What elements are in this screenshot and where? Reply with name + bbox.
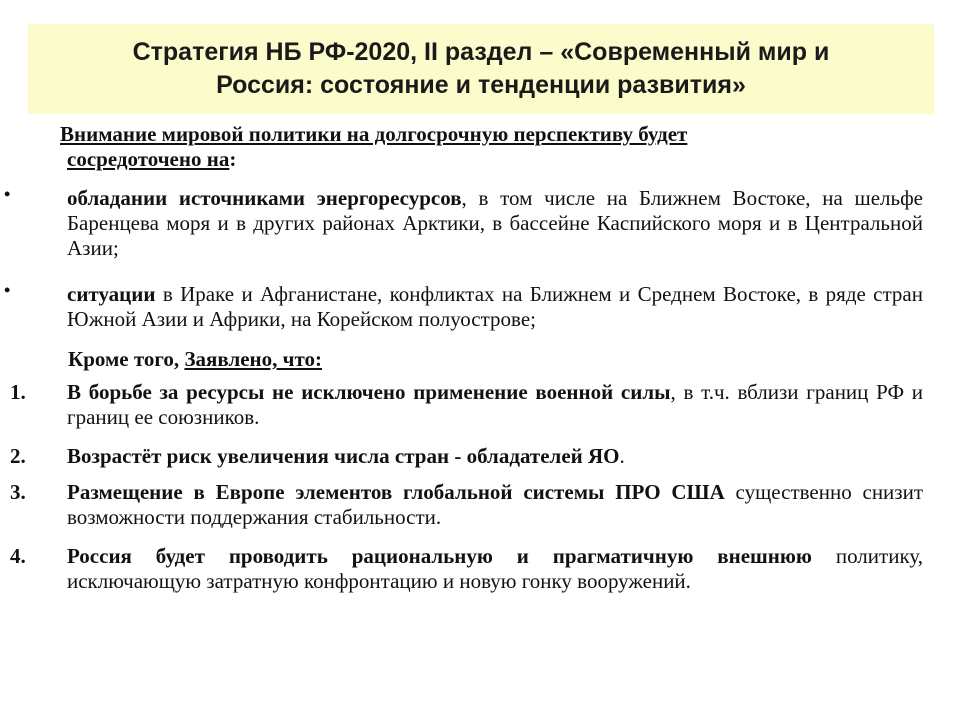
also-prefix: Кроме того, bbox=[68, 347, 185, 371]
numbered-item-2-text: . bbox=[619, 444, 625, 468]
intro-paragraph bbox=[60, 122, 930, 172]
bullet-item-situation-bold: ситуации bbox=[67, 282, 156, 306]
numbered-marker-1: 1. bbox=[10, 380, 26, 404]
bullet-marker-2: • bbox=[4, 280, 11, 300]
numbered-item-3-text: существенно снизит возможности поддержания стабильности. bbox=[67, 480, 924, 529]
bullet-item-situation-text: в Ираке и Афганистане, конфликтах на Ближнем и Среднем Востоке, в ряде стран Южной Азии и Африки, на Корейском полуострове; bbox=[67, 282, 923, 331]
intro-colon: : bbox=[229, 147, 237, 171]
numbered-item-4 bbox=[67, 544, 923, 594]
numbered-item-1-bold: В борьбе за ресурсы не исключено применение военной силы bbox=[67, 380, 671, 404]
numbered-item-3 bbox=[67, 480, 923, 530]
bullet-item-energy-bold: обладании источниками энергоресурсов bbox=[67, 186, 462, 210]
bullet-item-energy bbox=[67, 186, 923, 261]
numbered-marker-3: 3. bbox=[10, 480, 26, 504]
numbered-item-2 bbox=[67, 444, 923, 469]
numbered-item-1 bbox=[67, 380, 923, 430]
bullet-marker-1: • bbox=[4, 184, 11, 204]
also-declared-line bbox=[68, 347, 938, 372]
numbered-item-2-bold: Возрастёт риск увеличения числа стран - обладателей ЯО bbox=[67, 444, 620, 468]
bullet-item-situation bbox=[67, 282, 923, 332]
intro-line-2-text: сосредоточено на bbox=[67, 147, 230, 171]
numbered-item-1-text: , в т.ч. вблизи границ РФ и границ ее союзников. bbox=[67, 380, 923, 429]
numbered-marker-2: 2. bbox=[10, 444, 26, 468]
bullet-item-energy-text: , в том числе на Ближнем Востоке, на шельфе Баренцева моря и в других районах Арктики, в бассейне Каспийского моря и в Центральной Азии; bbox=[67, 186, 923, 260]
slide-title-line-1: Стратегия НБ РФ-2020, II раздел – «Современный мир и bbox=[132, 38, 830, 66]
intro-line-2 bbox=[60, 147, 930, 172]
title-banner bbox=[28, 24, 934, 114]
also-underlined: Заявлено, что: bbox=[184, 347, 323, 371]
slide-title-line-2: Россия: состояние и тенденции развития» bbox=[216, 71, 746, 99]
numbered-marker-4: 4. bbox=[10, 544, 26, 568]
numbered-item-4-text: политику, исключающую затратную конфронтацию и новую гонку вооружений. bbox=[67, 544, 923, 593]
numbered-item-3-bold: Размещение в Европе элементов глобальной системы ПРО США bbox=[67, 480, 725, 504]
numbered-item-4-bold: Россия будет проводить рациональную и прагматичную внешнюю bbox=[67, 544, 812, 568]
intro-line-1: Внимание мировой политики на долгосрочную перспективу будет bbox=[60, 122, 688, 146]
